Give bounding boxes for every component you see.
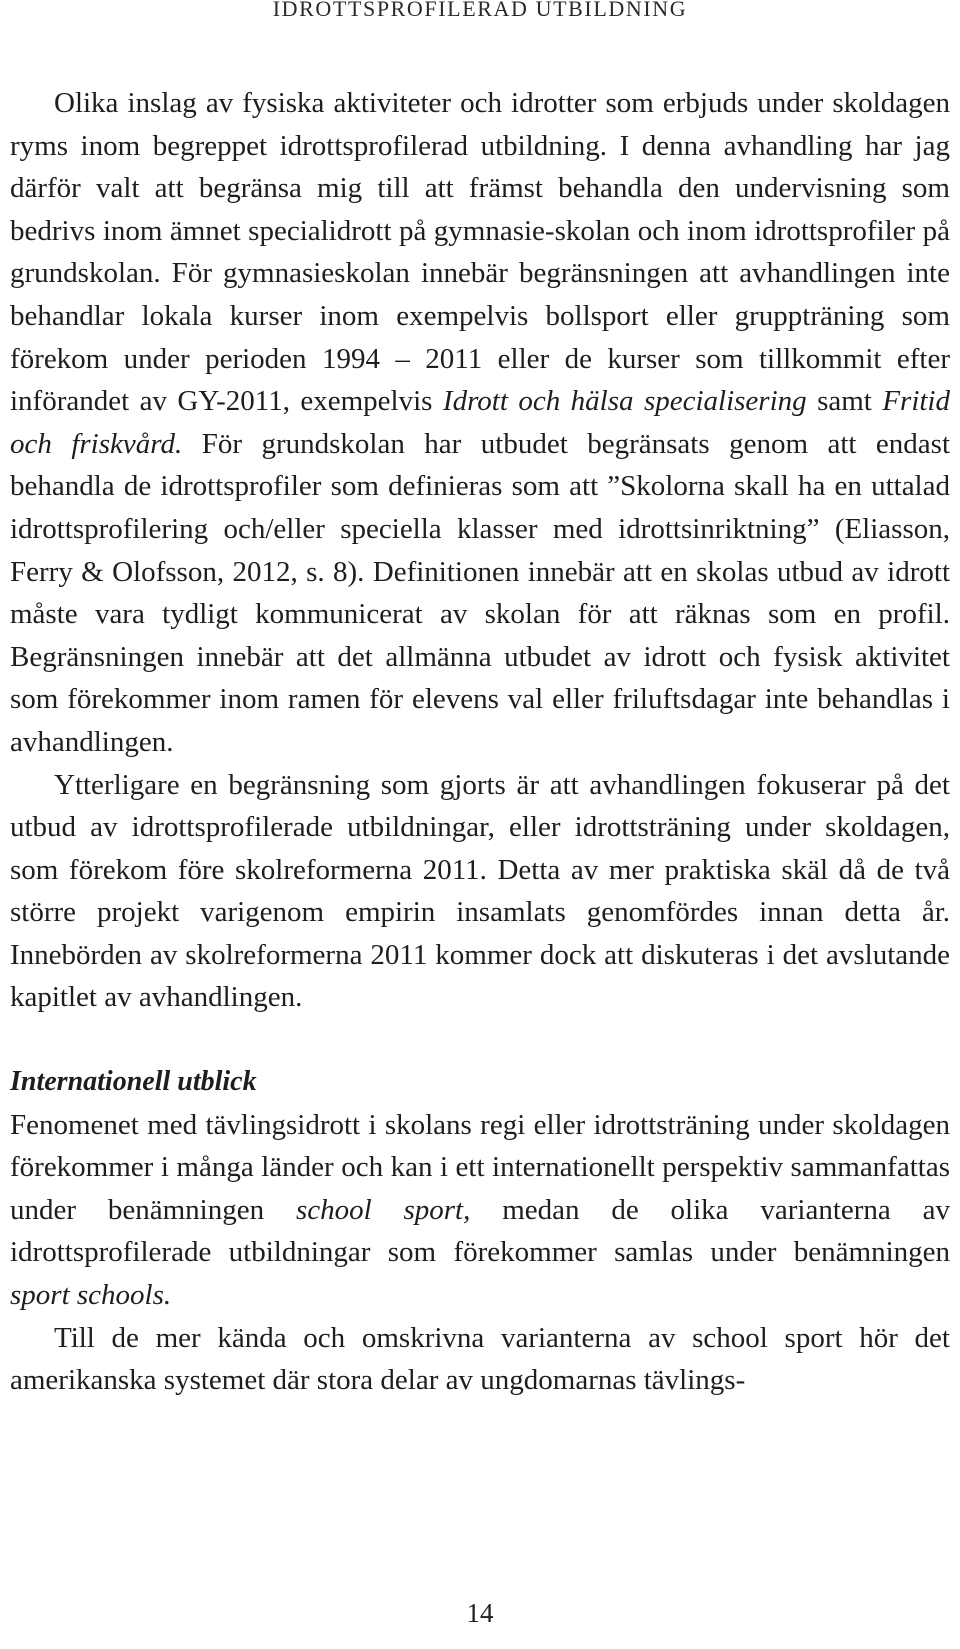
page-number: 14 [466, 1598, 494, 1628]
text-run: Olika inslag av fysiska aktiviteter och idrotter som erbjuds under skoldagen ryms inom begreppet idrottsprofilerad utbildning. I denna avhandling har jag därför valt att begränsa mig till att främst behandla den undervisning som bedrivs inom ämnet specialidrott på gymnasie-skolan och inom idrottsprofiler på grundskolan. För gymnasieskolan innebär begränsningen att avhandlingen inte behandlar lokala kurser inom exempelvis bollsport eller gruppträning som förekom under perioden 1994 – 2011 eller de kurser som tillkommit efter införandet av GY-2011, exempelvis [10, 87, 950, 418]
paragraph: Till de mer kända och omskrivna varianterna av school sport hör det amerikanska systemet där stora delar av ungdomarnas tävlings- [10, 1321, 950, 1397]
text-run: samt [806, 385, 883, 418]
italic-term: sport schools. [10, 1279, 172, 1312]
italic-term: school sport, [295, 1193, 471, 1226]
paragraph: Ytterligare en begränsning som gjorts är att avhandlingen fokuserar på det utbud av idrottsprofilerade utbildningar, eller idrottsträning under skoldagen, som förekom före skolreformerna 2011. Detta av mer praktiska skäl då de två större projekt varigenom empirin insamlats genomfördes innan detta år. Innebörden av skolreformerna 2011 kommer dock att diskuteras i det avslutande kapitlet av avhandlingen. [10, 768, 950, 1014]
italic-term: Idrott och hälsa specialisering [442, 385, 807, 418]
section-heading: Internationell utblick [10, 1066, 257, 1098]
paragraph [10, 82, 950, 764]
running-header: IDROTTSPROFILERAD UTBILDNING [272, 0, 688, 21]
text-run: medan de olika varianterna av idrottsprofilerade utbildningar som förekommer samlas under benämningen [10, 1193, 950, 1269]
italic-term: Fritid och friskvård. [10, 385, 950, 460]
paragraph [10, 1104, 950, 1317]
text-run: Fenomenet med tävlingsidrott i skolans regi eller idrottsträning under skoldagen förekommer i många länder och kan i ett internationellt perspektiv sammanfattas under benämningen [10, 1108, 950, 1226]
section-spacer [10, 1019, 950, 1061]
body-text [10, 82, 950, 1402]
text-run: För grundskolan har utbudet begränsats genom att endast behandla de idrottsprofiler som definieras som att ”Skolorna skall ha en uttalad idrottsprofilering och/eller speciella klasser med idrottsinriktning” (Eliasson, Ferry & Olofsson, 2012, s. 8). Definitionen innebär att en skolas utbud av idrott måste vara tydligt kommunicerat av skolan för att räknas som en profil. Begränsningen innebär att det allmänna utbudet av idrott och fysisk aktivitet som förekommer inom ramen för elevens val eller friluftsdagar inte behandlas i avhandlingen. [10, 427, 951, 758]
